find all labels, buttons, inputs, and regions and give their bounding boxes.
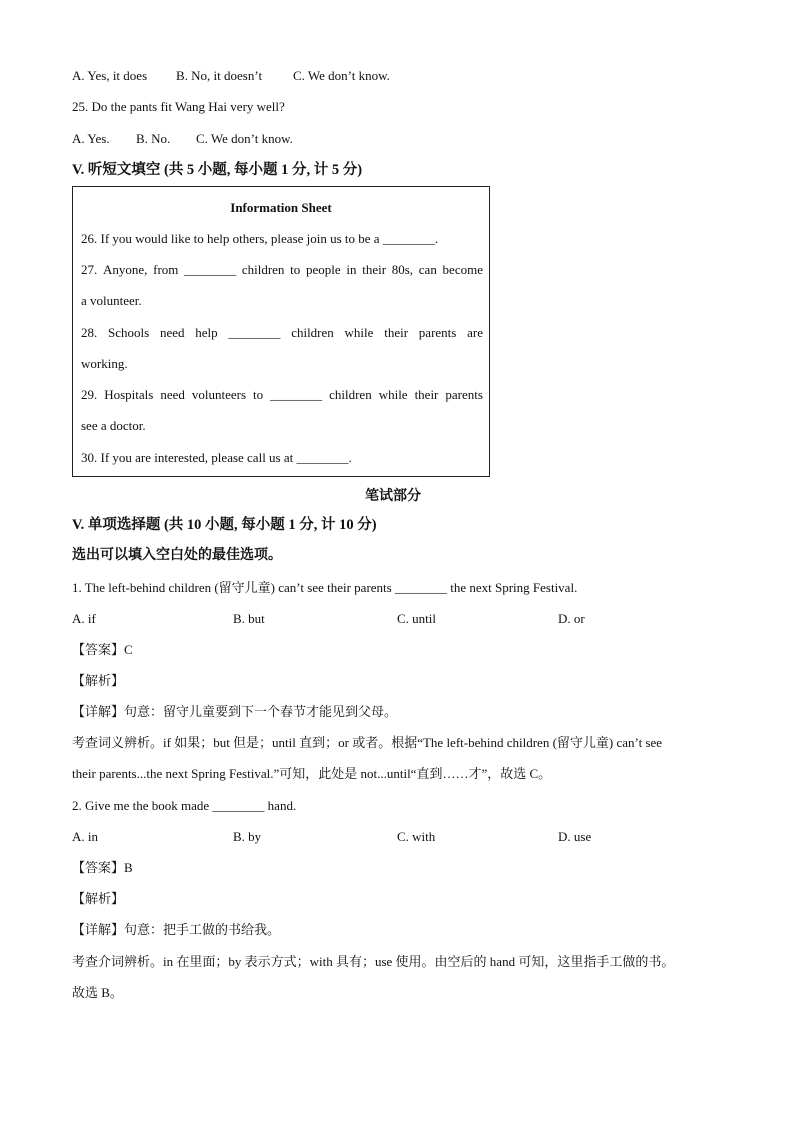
q1-explanation-line1: 考查词义辨析。if 如果；but 但是；until 直到；or 或者。根据“The left-behind children (留守儿童) can’t see	[72, 735, 663, 750]
q1-option-a: A. if	[72, 611, 96, 626]
q1-option-b: B. but	[233, 611, 265, 626]
q29-line	[81, 386, 483, 404]
q29-word: parents	[445, 387, 483, 402]
q2-option-d: D. use	[558, 829, 592, 844]
q27-word: in	[346, 262, 357, 277]
q29-blank: ________	[270, 387, 323, 402]
q27-word: 80s,	[391, 262, 414, 277]
q28-word: help	[195, 325, 218, 340]
q27-word: can	[418, 262, 437, 277]
q27-word: children	[241, 262, 285, 277]
q28-word: parents	[418, 325, 457, 340]
q29-word: Hospitals	[104, 387, 154, 402]
q1-analysis-label: 【解析】	[72, 673, 125, 688]
section-instruction: 选出可以填入空白处的最佳选项。	[72, 548, 282, 563]
q29-word: need	[160, 387, 185, 402]
q2-analysis-label: 【解析】	[72, 891, 125, 906]
q27-word: become	[442, 262, 483, 277]
q27-word: to	[290, 262, 301, 277]
q28-word: need	[159, 325, 185, 340]
q1-option-d: D. or	[558, 611, 585, 626]
q28-word: Schools	[108, 325, 150, 340]
q27-continuation: a volunteer.	[81, 293, 142, 308]
q27-blank: ________	[184, 262, 237, 277]
q29-word: while	[378, 387, 408, 402]
q27-word: from	[153, 262, 179, 277]
q28-word: their	[384, 325, 409, 340]
q2-option-a: A. in	[72, 829, 98, 844]
q28-word: children	[291, 325, 334, 340]
q24-option-c: C. We don’t know.	[293, 68, 390, 83]
section-heading-listening: V. 听短文填空 (共 5 小题, 每小题 1 分, 计 5 分)	[72, 162, 363, 178]
q1-option-c: C. until	[397, 611, 437, 626]
q29-word: children	[329, 387, 372, 402]
q25-option-b: B. No.	[136, 131, 171, 146]
q28-line	[81, 324, 483, 342]
q2-explanation-line2: 故选 B。	[72, 985, 123, 1000]
q29-word: 29.	[81, 387, 98, 402]
q25-option-a: A. Yes.	[72, 131, 110, 146]
information-sheet-box	[72, 186, 490, 477]
written-part-title: 笔试部分	[365, 489, 421, 504]
q2-detail: 【详解】句意：把手工做的书给我。	[72, 922, 281, 937]
q1-explanation-line2: their parents...the next Spring Festival.”可知，此处是 not...until“直到……才”，故选 C。	[72, 766, 552, 781]
q28-continuation: working.	[81, 356, 128, 371]
q1-stem: 1. The left-behind children (留守儿童) can’t see their parents ________ the next Spring Festival.	[72, 580, 578, 595]
q2-stem: 2. Give me the book made ________ hand.	[72, 798, 297, 813]
q25-option-c: C. We don’t know.	[196, 131, 293, 146]
q28-word: 28.	[81, 325, 98, 340]
q27-word: Anyone,	[102, 262, 148, 277]
q29-word: their	[414, 387, 439, 402]
q26-text: 26. If you would like to help others, please join us to be a ________.	[81, 231, 439, 246]
q24-option-a: A. Yes, it does	[72, 68, 148, 83]
q2-explanation-line1: 考查介词辨析。in 在里面；by 表示方式；with 具有；use 使用。由空后的 hand 可知，这里指手工做的书。	[72, 954, 675, 969]
q24-option-b: B. No, it doesn’t	[176, 68, 263, 83]
q27-line	[81, 261, 483, 279]
q29-word: to	[253, 387, 264, 402]
q2-option-b: B. by	[233, 829, 262, 844]
q27-word: people	[305, 262, 341, 277]
q30-text: 30. If you are interested, please call us at ________.	[81, 450, 352, 465]
q1-answer: 【答案】C	[72, 642, 133, 657]
q28-word: are	[467, 325, 483, 340]
q28-blank: ________	[228, 325, 281, 340]
q28-word: while	[344, 325, 374, 340]
q27-word: 27.	[81, 262, 98, 277]
q2-answer: 【答案】B	[72, 860, 133, 875]
q2-option-c: C. with	[397, 829, 436, 844]
q29-word: volunteers	[191, 387, 247, 402]
q29-continuation: see a doctor.	[81, 418, 146, 433]
q1-detail: 【详解】句意：留守儿童要到下一个春节才能见到父母。	[72, 704, 398, 719]
section-heading-single-choice: V. 单项选择题 (共 10 小题, 每小题 1 分, 计 10 分)	[72, 517, 377, 533]
q25-stem: 25. Do the pants fit Wang Hai very well?	[72, 99, 285, 114]
q27-word: their	[362, 262, 387, 277]
sheet-title: Information Sheet	[230, 200, 332, 215]
